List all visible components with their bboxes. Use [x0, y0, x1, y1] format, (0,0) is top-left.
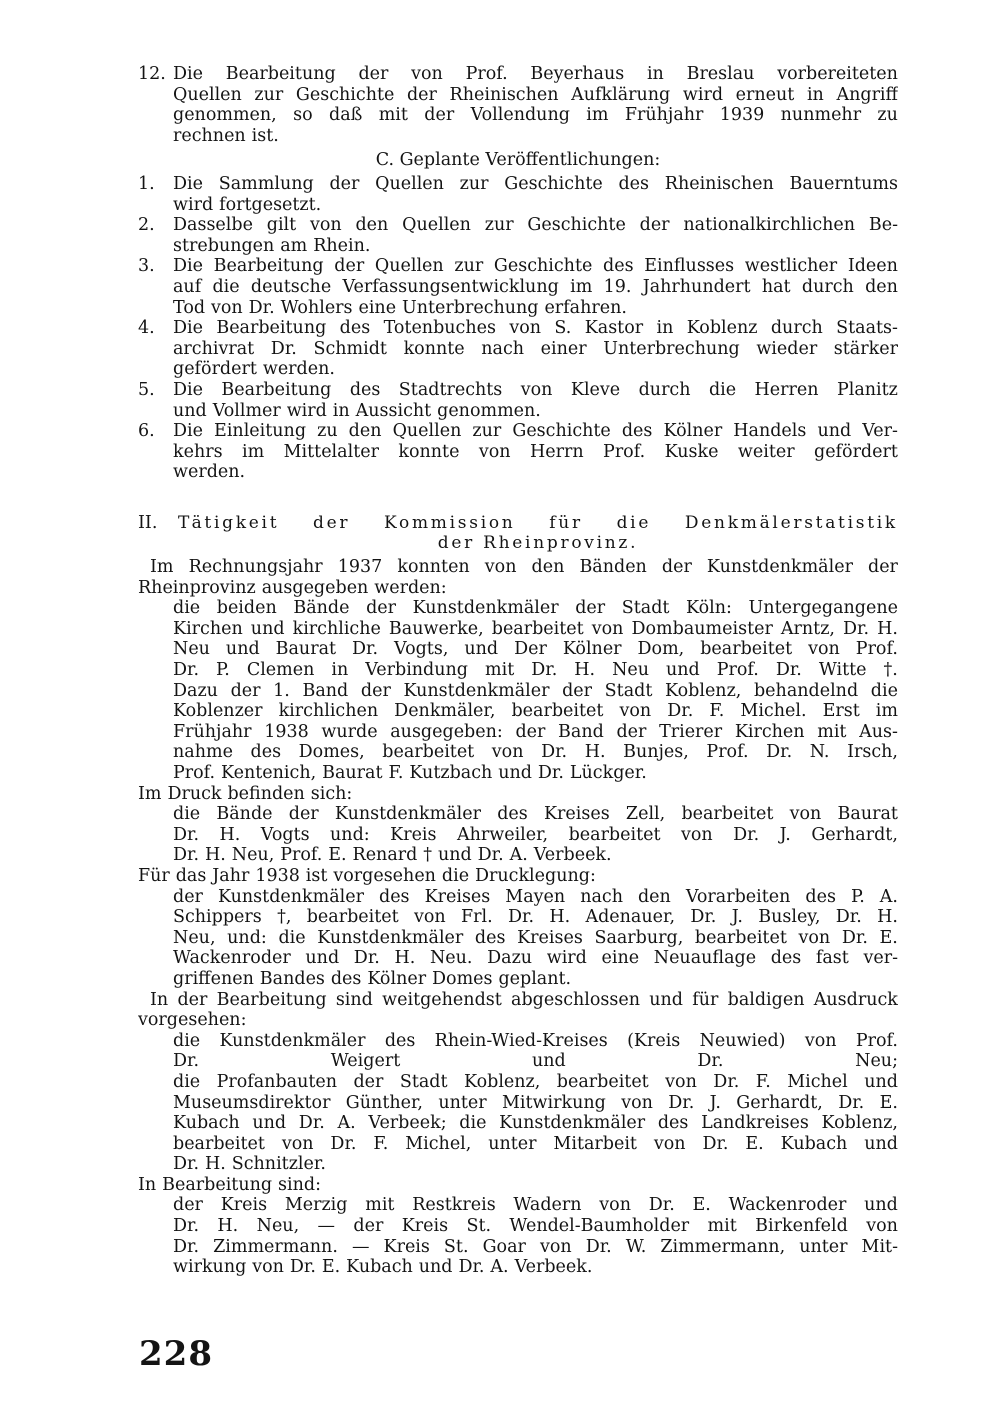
section-ii-title-line-2: der Rheinprovinz. [437, 533, 639, 554]
text-line: werden. [173, 462, 246, 483]
text-line: Kirchen und kirchliche Bauwerke, bearbeitet von Dombaumeister Arntz, Dr. H. [173, 618, 898, 639]
text-line: der Kreis Merzig mit Restkreis Wadern von Dr. E. Wackenroder und [173, 1195, 898, 1216]
text-line: Im Rechnungsjahr 1937 konnten von den Bänden der Kunstdenkmäler der [150, 557, 898, 578]
text-line: vorgesehen: [138, 1010, 247, 1031]
item-number: 3. [138, 256, 155, 277]
text-line: Neu und Baurat Dr. Vogts, und Der Kölner Dom, bearbeitet von Prof. [173, 639, 898, 660]
item-number: 6. [138, 421, 155, 442]
indented-block [138, 887, 898, 990]
text-line: Dr. H. Neu, Prof. E. Renard † und Dr. A. Verbeek. [173, 845, 612, 866]
text-line: Prof. Kentenich, Baurat F. Kutzbach und Dr. Lückger. [173, 763, 647, 783]
paragraph-line [138, 557, 898, 578]
text-line: In der Bearbeitung sind weitgehendst abgeschlossen und für baldigen Ausdruck [150, 989, 898, 1010]
text-line: Quellen zur Geschichte der Rheinischen Aufklärung wird erneut in Angriff [173, 84, 898, 105]
text-line: die Kunstdenkmäler des Rhein-Wied-Kreises (Kreis Neuwied) von Prof. [173, 1030, 898, 1051]
item-text [173, 421, 898, 483]
paragraph-line [138, 1175, 898, 1196]
item-number: 2. [138, 215, 155, 236]
text-line: Neu, und: die Kunstdenkmäler des Kreises Saarburg, bearbeitet von Dr. E. [173, 927, 898, 948]
text-line: Frühjahr 1938 wurde ausgegeben: der Band der Trierer Kirchen mit Aus- [173, 721, 898, 742]
text-line: griffenen Bandes des Kölner Domes geplant. [173, 968, 572, 989]
text-line: Die Bearbeitung des Totenbuches von S. Kastor in Koblenz durch Staats- [173, 318, 898, 339]
item-number: 4. [138, 318, 155, 339]
section-c-list [138, 174, 898, 483]
list-item [138, 421, 898, 483]
text-line: nahme des Domes, bearbeitet von Dr. H. Bunjes, Prof. Dr. N. Irsch, [173, 742, 898, 763]
text-line: Dr. H. Neu, — der Kreis St. Wendel-Baumholder mit Birkenfeld von [173, 1216, 898, 1237]
paragraph-line [138, 990, 898, 1011]
text-line: und Vollmer wird in Aussicht genommen. [173, 400, 541, 421]
text-line: Wackenroder und Dr. H. Neu. Dazu wird eine Neuauflage des fast ver- [173, 948, 898, 969]
item-text [173, 174, 898, 215]
text-line: Tod von Dr. Wohlers eine Unterbrechung erfahren. [173, 297, 627, 318]
paragraph-line [138, 578, 898, 599]
text-line: bearbeitet von Dr. F. Michel, unter Mitarbeit von Dr. E. Kubach und [173, 1133, 898, 1154]
list-item [138, 318, 898, 380]
text-line: Die Bearbeitung der von Prof. Beyerhaus in Breslau vorbereiteten [173, 64, 898, 84]
text-line: Dr. H. Schnitzler. [173, 1154, 326, 1175]
section-ii-heading [138, 513, 898, 554]
text-line: genommen, so daß mit der Vollendung im Frühjahr 1939 nunmehr zu [173, 105, 898, 126]
section-ii-title [178, 513, 898, 554]
section-ii-title-line-1: Tätigkeit der Kommission für die Denkmälerstatistik [178, 512, 898, 533]
text-line: Für das Jahr 1938 ist vorgesehen die Drucklegung: [138, 865, 596, 886]
text-line: Dr. H. Vogts und: Kreis Ahrweiler, bearbeitet von Dr. J. Gerhardt, [173, 824, 898, 845]
text-line: Die Bearbeitung des Stadtrechts von Kleve durch die Herren Planitz [173, 379, 898, 400]
text-line: Dr. P. Clemen in Verbindung mit Dr. H. Neu und Prof. Dr. Witte †. [173, 660, 898, 681]
list-item [138, 380, 898, 421]
text-line: die Profanbauten der Stadt Koblenz, bearbeitet von Dr. F. Michel und [173, 1071, 898, 1092]
text-line: Kubach und Dr. A. Verbeek; die Kunstdenkmäler des Landkreises Koblenz, [173, 1113, 898, 1134]
text-line: Die Bearbeitung der Quellen zur Geschichte des Einflusses westlicher Ideen [173, 256, 898, 277]
text-line: gefördert werden. [173, 359, 335, 380]
page-content [138, 64, 898, 1278]
item-text [173, 318, 898, 380]
text-line: In Bearbeitung sind: [138, 1174, 321, 1195]
paragraph-line [138, 784, 898, 805]
item-number: 1. [138, 173, 155, 194]
item-text [173, 380, 898, 421]
section-ii-body [138, 557, 898, 1278]
item-number: 5. [138, 379, 155, 400]
text-line: wird fortgesetzt. [173, 194, 322, 215]
text-line: Die Sammlung der Quellen zur Geschichte des Rheinischen Bauerntums [173, 173, 898, 194]
text-line: Museumsdirektor Günther, unter Mitwirkung von Dr. J. Gerhardt, Dr. E. [173, 1092, 898, 1113]
text-line: Rheinprovinz ausgegeben werden: [138, 577, 447, 598]
list-item [138, 174, 898, 215]
list-item-12 [138, 64, 898, 146]
indented-block [138, 804, 898, 866]
text-line: Dr. Zimmermann. — Kreis St. Goar von Dr. W. Zimmermann, unter Mit- [173, 1236, 898, 1257]
text-line: die Bände der Kunstdenkmäler des Kreises Zell, bearbeitet von Baurat [173, 804, 898, 825]
text-line: Koblenzer kirchlichen Denkmäler, bearbeitet von Dr. F. Michel. Erst im [173, 701, 898, 722]
item-text [173, 256, 898, 318]
text-line: rechnen ist. [173, 125, 279, 146]
text-line: Dasselbe gilt von den Quellen zur Geschichte der nationalkirchlichen Be- [173, 215, 898, 236]
item-text [173, 215, 898, 256]
text-line: auf die deutsche Verfassungsentwicklung im 19. Jahrhundert hat durch den [173, 276, 898, 297]
item-text [173, 64, 898, 146]
text-line: Die Einleitung zu den Quellen zur Geschichte des Kölner Handels und Ver- [173, 421, 898, 442]
text-line: Schippers †, bearbeitet von Frl. Dr. H. Adenauer, Dr. J. Busley, Dr. H. [173, 907, 898, 928]
text-line: strebungen am Rhein. [173, 235, 371, 256]
indented-block [138, 598, 898, 783]
indented-block [138, 1195, 898, 1277]
paragraph-line [138, 1010, 898, 1031]
section-c-heading: C. Geplante Veröffentlichungen: [375, 150, 661, 171]
text-line: kehrs im Mittelalter konnte von Herrn Prof. Kuske weiter gefördert [173, 441, 898, 462]
item-number: 12. [138, 64, 166, 84]
page-number: 228 [139, 1334, 213, 1374]
text-line: Dazu der 1. Band der Kunstdenkmäler der Stadt Koblenz, behandelnd die [173, 680, 898, 701]
text-line: wirkung von Dr. E. Kubach und Dr. A. Verbeek. [173, 1257, 593, 1278]
paragraph-line [138, 866, 898, 887]
section-ii-number: II. [138, 512, 158, 533]
text-line: der Kunstdenkmäler des Kreises Mayen nach den Vorarbeiten des P. A. [173, 886, 898, 907]
text-line: Im Druck befinden sich: [138, 783, 353, 804]
text-line: die beiden Bände der Kunstdenkmäler der Stadt Köln: Untergegangene [173, 598, 898, 619]
list-item [138, 256, 898, 318]
text-line: Dr. Weigert und Dr. Neu; [173, 1051, 898, 1072]
text-line: archivrat Dr. Schmidt konnte nach einer Unterbrechung wieder stärker [173, 338, 898, 359]
indented-block [138, 1031, 898, 1175]
list-item [138, 215, 898, 256]
